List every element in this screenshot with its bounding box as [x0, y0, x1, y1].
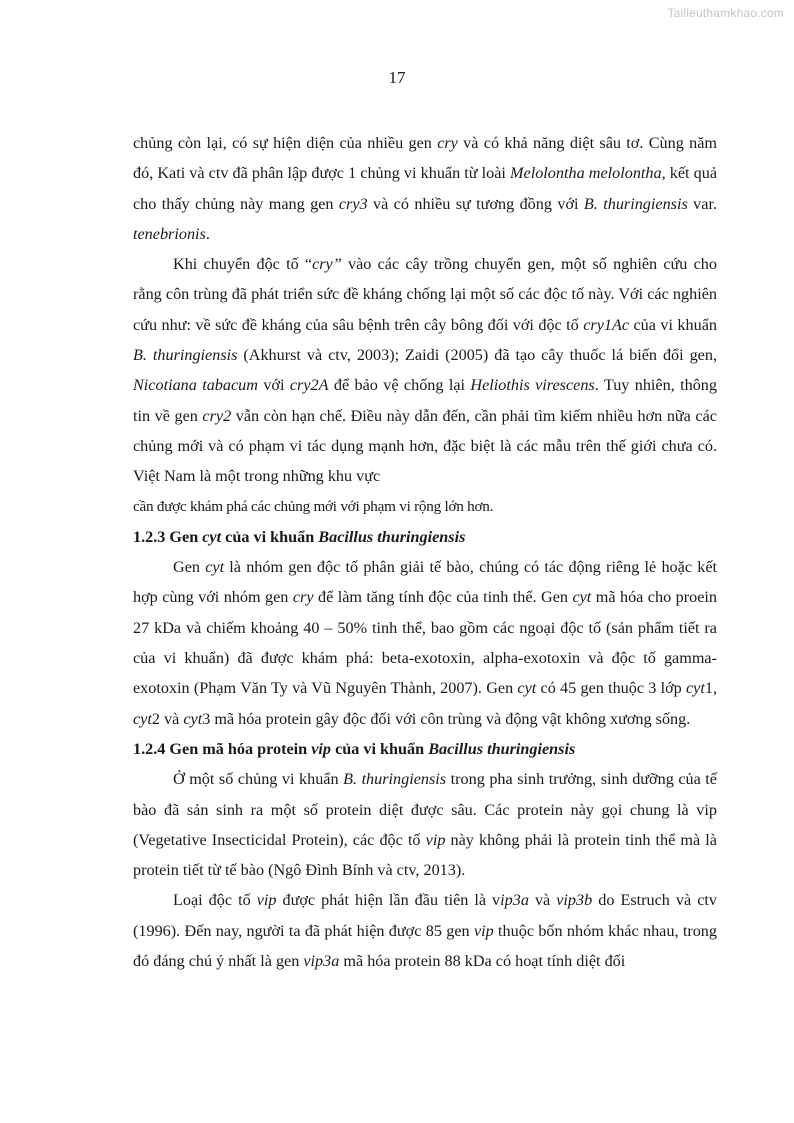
italic-term: B. thuringiensis: [343, 770, 447, 789]
italic-term: vip: [311, 739, 332, 758]
italic-term: Heliothis virescens: [470, 376, 595, 395]
text: để bảo vệ chống lại: [328, 376, 471, 395]
text: 1.2.4 Gen mã hóa protein: [133, 739, 312, 758]
italic-term: cyt: [183, 709, 203, 728]
text: trong pha sinh trưởng, sinh dưỡng của tế bào đã sản sinh ra một số protein diệt được sâu. Các protein này gọi chung là vip (Vegetative Insecticidal Protein), các độc tố: [133, 770, 717, 849]
text: Gen: [173, 558, 206, 577]
section-heading-1-2-3: [133, 522, 717, 552]
paragraph-3: [133, 552, 717, 734]
italic-term: cry1Ac: [583, 315, 630, 334]
text: mã hóa cho proein 27 kDa và chiếm khoảng 40 – 50% tinh thể, bao gồm các ngoại độc tố (sản phẩm tiết ra của vi khuẩn) đã được khám phá: beta-exotoxin, alpha-exotoxin và độc tố gamma-exotoxin (Phạm Văn Ty và Vũ Nguyên Thành, 2007). Gen: [133, 588, 717, 698]
text: để làm tăng tính độc của tinh thể. Gen: [313, 588, 573, 607]
text: var.: [687, 194, 717, 213]
italic-term: Melolontha melolontha,: [510, 164, 666, 183]
text: là nhóm gen độc tố phân giải tế bào, chúng có tác động riêng lẻ hoặc kết hợp cùng với nhóm gen: [133, 558, 718, 607]
paragraph-4: [133, 764, 717, 885]
italic-term: vip: [256, 891, 277, 910]
text: . Tuy nhiên, thông tin về gen: [133, 376, 717, 425]
text: có 45 gen thuộc 3 lớp: [536, 679, 686, 698]
paragraph-5: [133, 885, 717, 976]
italic-term: cyt: [133, 709, 152, 728]
italic-term: Bacillus thuringiensis: [318, 527, 466, 546]
text: thuộc bốn nhóm khác nhau, trong đó đáng chú ý nhất là gen: [133, 921, 717, 971]
watermark: Tailieuthamkhao.com: [667, 6, 784, 20]
italic-term: vip: [425, 830, 446, 849]
text: với: [257, 376, 290, 395]
text: cần được khám phá các chủng mới với phạm vi rộng lớn hơn.: [133, 497, 494, 515]
text: của vi khuẩn: [221, 527, 319, 546]
italic-term: vip3b: [556, 891, 593, 910]
paragraph-1: [133, 128, 717, 249]
italic-term: vip: [473, 921, 494, 940]
italic-term: Nicotiana tabacum: [133, 376, 258, 395]
italic-term: cyt: [205, 558, 225, 577]
text: mã hóa protein 88 kDa có hoạt tính diệt đối: [339, 952, 626, 971]
section-heading-1-2-4: [133, 734, 717, 764]
text: Khi chuyển độc tố “: [173, 255, 313, 274]
text: chủng còn lại, có sự hiện diện của nhiều gen: [133, 134, 438, 152]
text: được phát hiện lần đầu tiên là v: [276, 891, 501, 910]
text: và có nhiều sự tương đồng với: [367, 194, 584, 213]
italic-term: B. thuringiensis: [133, 346, 238, 365]
italic-term: cry3: [338, 194, 368, 213]
italic-term: vip3a: [303, 952, 340, 971]
italic-term: cyt: [686, 679, 705, 698]
text: .: [205, 224, 210, 243]
text: vào các cây trồng chuyển gen, một số nghiên cứu cho rằng côn trùng đã phát triển sức đề kháng chống lại một số các độc tố này. Với các nghiên cứu như: về sức đề kháng của sâu bệnh trên cây bông đối với độc tố: [133, 255, 717, 334]
italic-term: tenebrionis: [133, 224, 206, 243]
italic-term: cyt: [572, 588, 592, 607]
text: Loại độc tố: [173, 891, 257, 910]
italic-term: cyt: [517, 679, 537, 698]
italic-term: Bacillus thuringiensis: [428, 739, 576, 758]
italic-term: cry: [292, 588, 314, 607]
text: (Akhurst và ctv, 2003); Zaidi (2005) đã tạo cây thuốc lá biến đổi gen,: [237, 346, 717, 365]
text: vẫn còn hạn chế. Điều này dẫn đến, cần phải tìm kiếm nhiều hơn nữa các chủng mới và có phạm vi tác dụng mạnh hơn, đặc biệt là các mẫu trên thế giới chưa có. Việt Nam là một trong những khu vực: [133, 406, 717, 486]
text: 3 mã hóa protein gây độc đối với côn trùng và động vật không xương sống.: [202, 709, 691, 728]
text: 1.2.3 Gen: [133, 527, 203, 546]
text: 2 và: [151, 709, 184, 728]
italic-term: cyt: [202, 527, 222, 546]
text: 1,: [704, 679, 718, 698]
italic-term: B. thuringiensis: [583, 194, 688, 213]
text: của vi khuẩn: [331, 739, 429, 758]
paragraph-2-last-line: [133, 492, 717, 522]
italic-term: cry2A: [289, 376, 329, 395]
text: và có khả năng diệt sâu tơ. Cùng năm đó, Kati và ctv đã phân lập được 1 chủng vi khuẩn từ loài: [133, 134, 717, 183]
italic-term: cry: [437, 134, 458, 152]
text: và: [528, 891, 557, 910]
text: này không phải là protein tinh thể mà là protein tiết từ tế bào (Ngô Đình Bính và ctv, 2013).: [133, 830, 717, 880]
italic-term: ip3a: [500, 891, 529, 910]
text: kết quả cho thấy chủng này mang gen: [133, 164, 718, 213]
italic-term: cry”: [312, 255, 342, 274]
text: Ở một số chủng vi khuẩn: [173, 770, 344, 789]
document-body: [133, 128, 717, 976]
paragraph-2: [133, 249, 717, 491]
page-number: 17: [388, 68, 406, 87]
text: do Estruch và ctv (1996). Đến nay, người ta đã phát hiện được 85 gen: [133, 891, 717, 940]
text: của vi khuẩn: [629, 315, 717, 334]
italic-term: cry2: [202, 406, 232, 425]
